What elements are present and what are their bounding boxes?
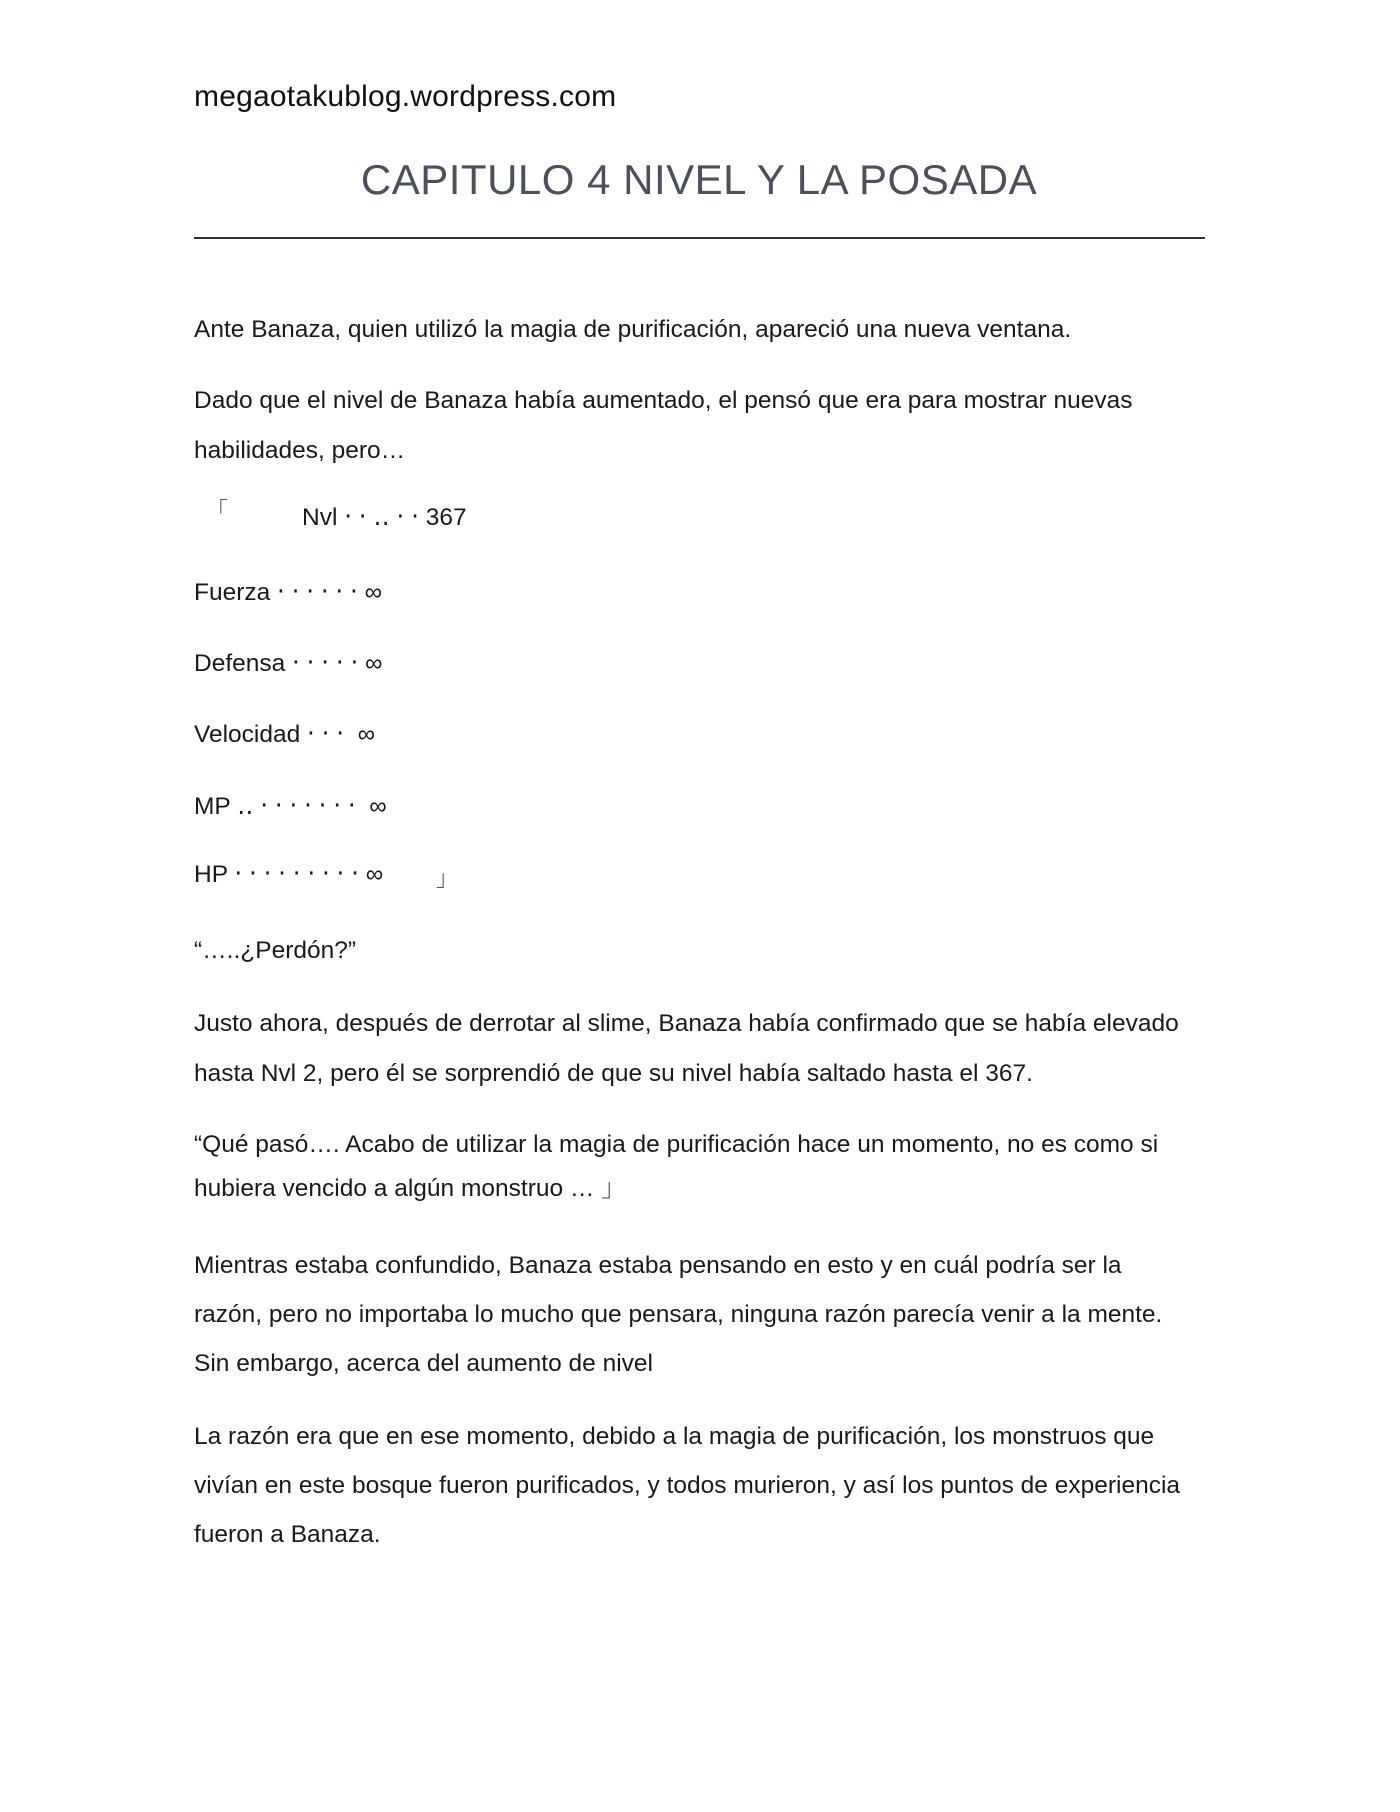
- status-open-bracket: 「: [206, 498, 229, 523]
- paragraph-5-line-2: hubiera vencido a algún monstruo … 」: [194, 1175, 626, 1202]
- status-stat-velocidad: Velocidad ‧ ‧ ‧ ∞: [194, 721, 376, 748]
- paragraph-6-line-3: Sin embargo, acerca del aumento de nivel: [194, 1350, 653, 1377]
- paragraph-1: Ante Banaza, quien utilizó la magia de purificación, apareció una nueva ventana.: [194, 316, 1072, 343]
- status-stat-fuerza: Fuerza ‧ ‧ ‧ ‧ ‧ ‧ ∞: [194, 579, 383, 606]
- chapter-title: CAPITULO 4 NIVEL Y LA POSADA: [360, 156, 1038, 203]
- status-close-bracket: 」: [436, 866, 459, 891]
- title-divider: [194, 237, 1205, 239]
- status-stat-hp: HP ‧ ‧ ‧ ‧ ‧ ‧ ‧ ‧ ‧ ∞: [194, 861, 384, 888]
- paragraph-2-line-1: Dado que el nivel de Banaza había aumentado, el pensó que era para mostrar nuevas: [194, 387, 1133, 414]
- paragraph-7-line-1: La razón era que en ese momento, debido a la magia de purificación, los monstruos que: [194, 1423, 1155, 1450]
- status-level: Nvl ‧ ‧ ‥ ‧ ‧ 367: [302, 504, 467, 531]
- status-stat-mp: MP ‥ ‧ ‧ ‧ ‧ ‧ ‧ ‧ ∞: [194, 793, 387, 820]
- paragraph-7-line-3: fueron a Banaza.: [194, 1521, 381, 1548]
- paragraph-2-line-2: habilidades, pero…: [194, 437, 406, 464]
- status-stat-defensa: Defensa ‧ ‧ ‧ ‧ ‧ ∞: [194, 650, 383, 677]
- paragraph-3: “…..¿Perdón?”: [194, 937, 357, 964]
- paragraph-6-line-2: razón, pero no importaba lo mucho que pensara, ninguna razón parecía venir a la mente.: [194, 1301, 1163, 1328]
- paragraph-6-line-1: Mientras estaba confundido, Banaza estaba pensando en esto y en cuál podría ser la: [194, 1252, 1122, 1279]
- paragraph-4-line-2: hasta Nvl 2, pero él se sorprendió de que su nivel había saltado hasta el 367.: [194, 1060, 1033, 1087]
- paragraph-7-line-2: vivían en este bosque fueron purificados, y todos murieron, y así los puntos de experiencia: [194, 1472, 1181, 1499]
- paragraph-5-line-1: “Qué pasó…. Acabo de utilizar la magia de purificación hace un momento, no es como si: [194, 1131, 1159, 1158]
- paragraph-4-line-1: Justo ahora, después de derrotar al slime, Banaza había confirmado que se había elevado: [194, 1010, 1179, 1037]
- site-url: megaotakublog.wordpress.com: [194, 80, 617, 113]
